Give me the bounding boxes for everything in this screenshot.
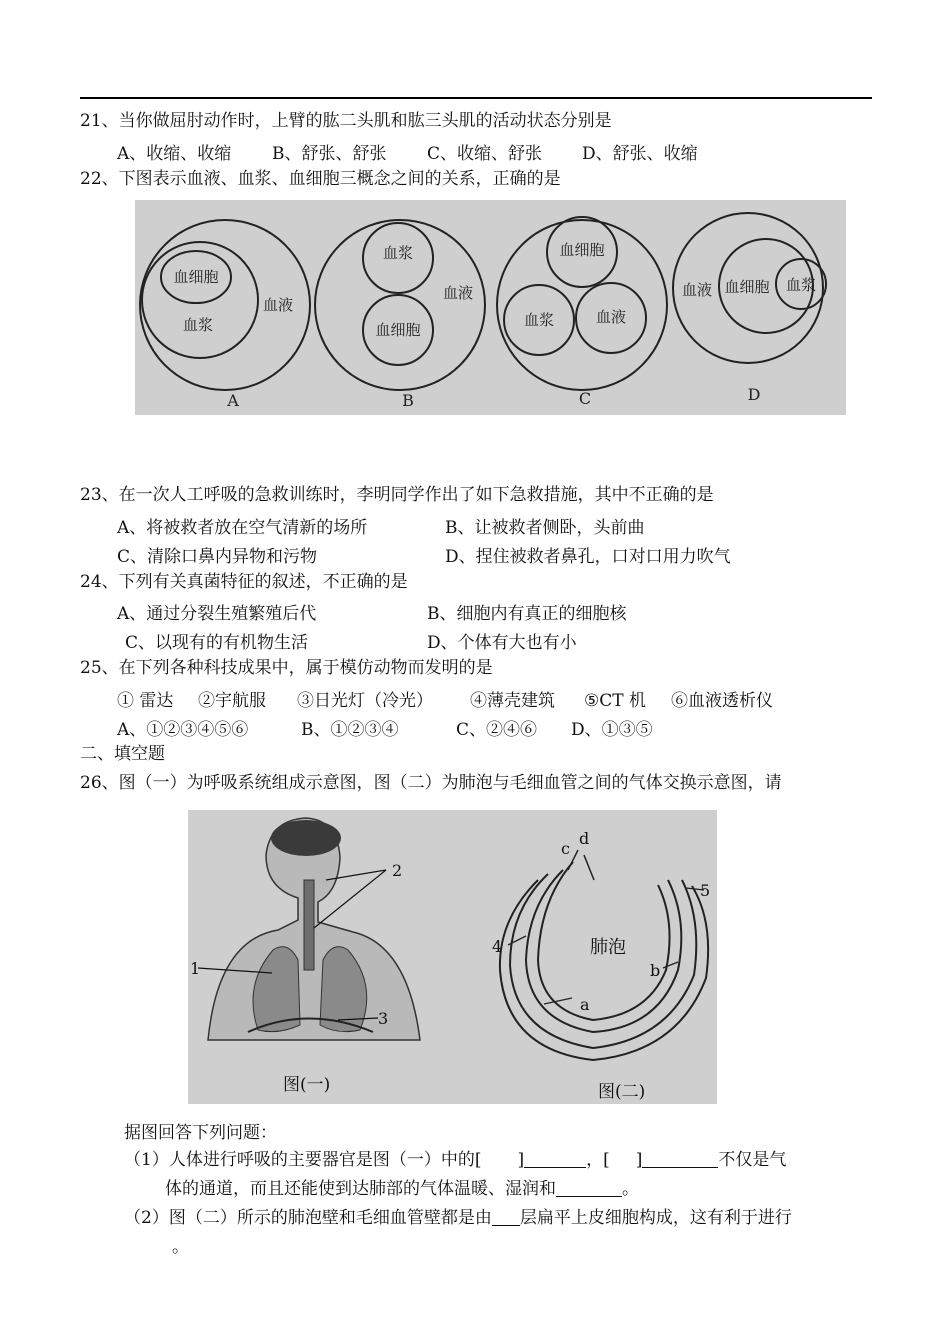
q22-figure xyxy=(135,200,846,415)
q25-option-a: A、①②③④⑤⑥ xyxy=(117,720,249,740)
fig2-label-c: c xyxy=(561,839,570,858)
q26-p1-text-c: ] xyxy=(635,1150,643,1170)
top-rule xyxy=(80,97,872,99)
q24-option-b: B、细胞内有真正的细胞核 xyxy=(427,604,627,624)
q26-p1-blank-2[interactable] xyxy=(642,1151,718,1168)
fig1-label-1: 1 xyxy=(190,959,201,978)
q25-item-5: ⑤CT 机 xyxy=(584,691,646,711)
d-plasma-label: 血浆 xyxy=(785,276,817,294)
d-cells-label: 血细胞 xyxy=(724,278,770,296)
respiratory-figures xyxy=(188,810,717,1104)
q26-p1-sep: ，[ xyxy=(586,1150,610,1170)
q26-figure xyxy=(188,810,717,1104)
q25-item-1: ① 雷达 xyxy=(117,691,174,711)
q26-p1-text-a: （1）人体进行呼吸的主要器官是图（一）中的[ xyxy=(124,1150,482,1170)
d-blood-label: 血液 xyxy=(681,281,713,299)
q26-stem: 26、图（一）为呼吸系统组成示意图，图（二）为肺泡与毛细血管之间的气体交换示意图，请 xyxy=(80,773,782,793)
fig2-label-4: 4 xyxy=(492,937,503,956)
q26-p1-text-d: 不仅是气 xyxy=(718,1150,787,1170)
q24-stem: 24、下列有关真菌特征的叙述，不正确的是 xyxy=(80,572,408,592)
q26-part2-line1 xyxy=(124,1203,792,1228)
a-blood-label: 血液 xyxy=(262,296,294,314)
q21-option-a: A、收缩、收缩 xyxy=(117,144,232,164)
q25-item-3: ③日光灯（冷光） xyxy=(297,691,433,711)
panel-label-d: D xyxy=(747,385,761,404)
panel-label-b: B xyxy=(402,391,414,410)
q23-option-c: C、清除口鼻内异物和污物 xyxy=(117,547,318,567)
q23-option-d: D、捏住被救者鼻孔，口对口用力吹气 xyxy=(445,547,731,567)
q26-p1-end: 。 xyxy=(622,1179,639,1199)
q24-option-d: D、个体有大也有小 xyxy=(427,633,577,653)
respiratory-system-illustration xyxy=(198,818,420,1040)
q26-p1-blank-1[interactable] xyxy=(524,1151,586,1168)
q25-option-b: B、①②③④ xyxy=(301,720,399,740)
fig2-label-a: a xyxy=(580,995,590,1014)
q23-option-b: B、让被救者侧卧，头前曲 xyxy=(445,518,645,538)
q21-option-d: D、舒张、收缩 xyxy=(582,144,698,164)
b-cells-label: 血细胞 xyxy=(375,321,421,339)
q25-item-2: ②宇航服 xyxy=(198,691,266,711)
q24-option-a: A、通过分裂生殖繁殖后代 xyxy=(117,604,317,624)
q26-p2-blank-1[interactable] xyxy=(492,1209,520,1226)
c-plasma-label: 血浆 xyxy=(523,311,555,329)
q26-p1-text-b: ] xyxy=(517,1150,525,1170)
q21-option-c: C、收缩、舒张 xyxy=(427,144,543,164)
q21-stem: 21、当你做屈肘动作时，上臂的肱二头肌和肱三头肌的活动状态分别是 xyxy=(80,111,612,131)
b-blood-label: 血液 xyxy=(442,284,474,302)
panel-label-a: A xyxy=(227,391,239,410)
q21-option-b: B、舒张、舒张 xyxy=(272,144,387,164)
a-cells-label: 血细胞 xyxy=(173,268,219,286)
fig2-label-d: d xyxy=(579,829,590,848)
b-plasma-label: 血浆 xyxy=(382,244,414,262)
c-cells-label: 血细胞 xyxy=(559,241,605,259)
q25-option-c: C、②④⑥ xyxy=(456,720,538,740)
section-title: 二、填空题 xyxy=(80,744,165,764)
q26-p1-line2-text: 体的通道，而且还能使到达肺部的气体温暖、湿润和 xyxy=(165,1179,556,1199)
fig1-label-2: 2 xyxy=(392,861,403,880)
q24-option-c: C、以现有的有机物生活 xyxy=(125,633,309,653)
q26-intro: 据图回答下列问题： xyxy=(124,1123,277,1143)
panel-label-c: C xyxy=(578,389,592,408)
q22-stem: 22、下图表示血液、血浆、血细胞三概念之间的关系，正确的是 xyxy=(80,169,561,189)
fig1-caption: 图(一) xyxy=(283,1075,331,1095)
q26-p1-blank-3[interactable] xyxy=(556,1180,622,1197)
q26-part1-line1 xyxy=(124,1145,786,1170)
q23-stem: 23、在一次人工呼吸的急救训练时，李明同学作出了如下急救措施，其中不正确的是 xyxy=(80,485,714,505)
fig2-label-b: b xyxy=(650,961,661,980)
alveolus-label: 肺泡 xyxy=(590,937,626,958)
fig1-label-3: 3 xyxy=(378,1009,389,1028)
venn-diagrams xyxy=(135,200,846,415)
a-plasma-label: 血浆 xyxy=(182,316,214,334)
q25-stem: 25、在下列各种科技成果中，属于模仿动物而发明的是 xyxy=(80,658,493,678)
fig2-caption: 图(二) xyxy=(598,1082,646,1102)
q26-part1-line2 xyxy=(165,1174,639,1199)
q26-p2-text-b: 层扁平上皮细胞构成，这有利于进行 xyxy=(519,1208,792,1228)
fig2-label-5: 5 xyxy=(700,881,711,900)
q26-p2-text-a: （2）图（二）所示的肺泡壁和毛细血管壁都是由 xyxy=(124,1208,492,1228)
q25-item-4: ④薄壳建筑 xyxy=(470,691,555,711)
q26-p2-end: 。 xyxy=(172,1237,189,1257)
q25-option-d: D、①③⑤ xyxy=(571,720,653,740)
c-blood-label: 血液 xyxy=(595,308,627,326)
q25-item-6: ⑥血液透析仪 xyxy=(671,691,773,711)
q23-option-a: A、将被救者放在空气清新的场所 xyxy=(117,518,368,538)
